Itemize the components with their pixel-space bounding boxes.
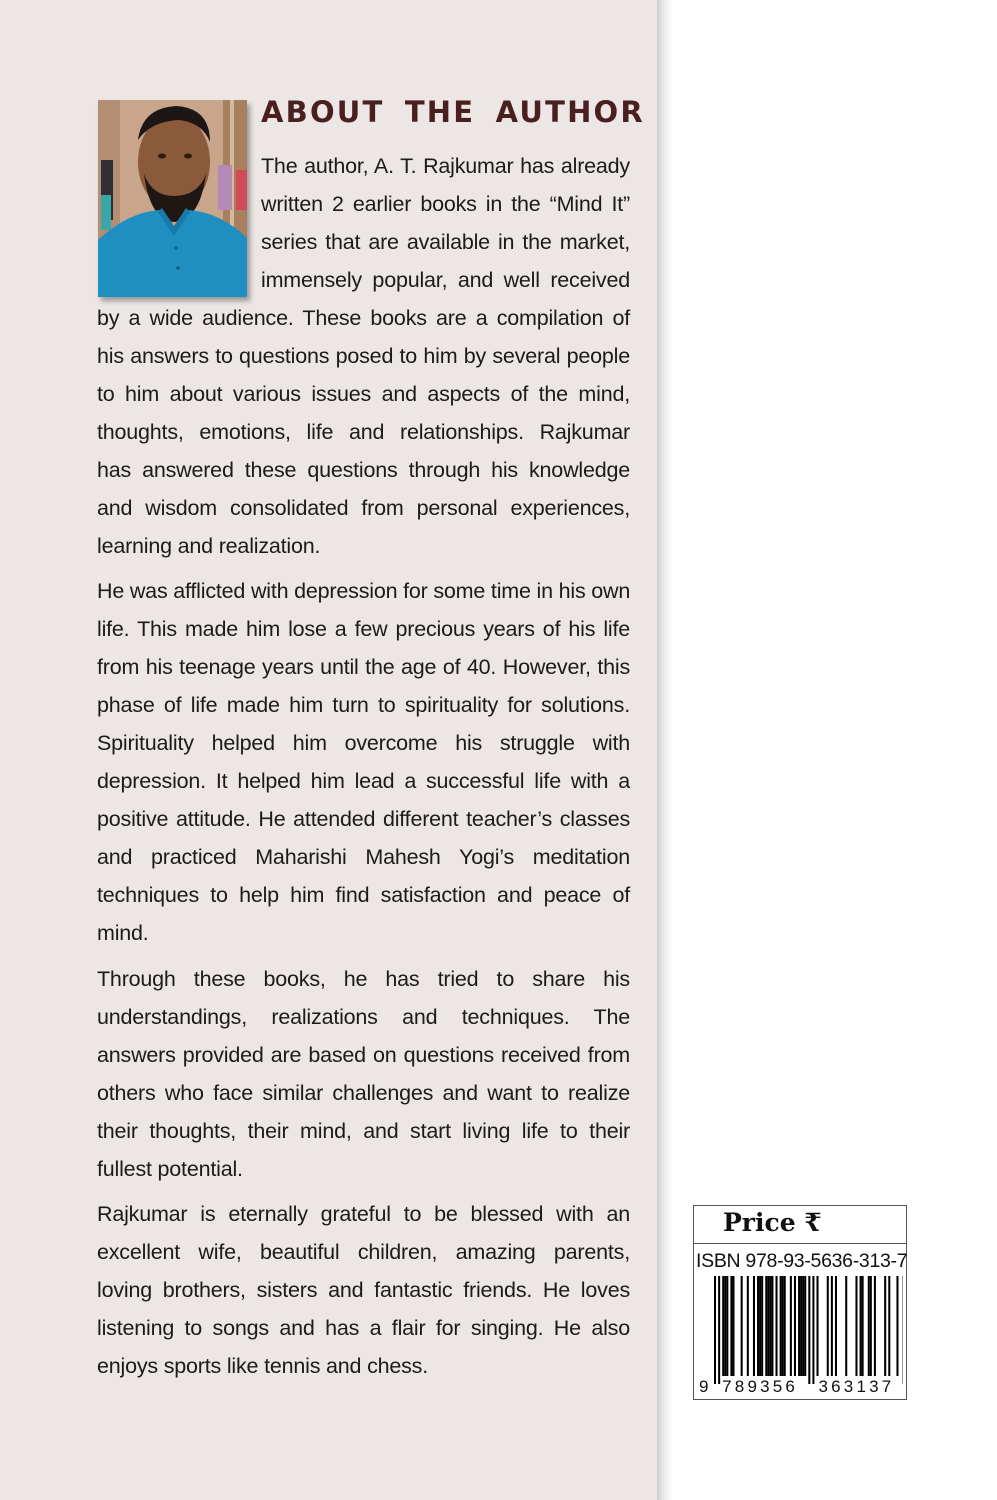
barcode-bar [765,1276,767,1376]
barcode-bar [802,1276,804,1376]
text-line: mind. [97,921,149,945]
text-line: and practiced Maharishi Mahesh Yogi’s meditation [97,845,630,869]
barcode-bar [780,1276,782,1376]
barcode-bar [759,1276,761,1376]
text-line: understandings, realizations and techniques. The [97,1005,630,1029]
barcode-bar [827,1276,829,1376]
barcode-bar [730,1276,732,1376]
text-line: Rajkumar is eternally grateful to be blessed with an [97,1202,630,1226]
barcode-bar [741,1276,743,1376]
barcode-bar [782,1276,784,1376]
barcode-digits: 789356 [722,1377,799,1396]
text-line: phase of life made him turn to spirituality for solutions. [97,693,630,717]
barcode-bar [845,1276,847,1376]
text-line: life. This made him lose a few precious years of his life [97,617,630,641]
barcode-bar [722,1276,724,1376]
text-line: enjoys sports like tennis and chess. [97,1354,429,1378]
barcode-bar [790,1276,792,1376]
barcode-digits: 363137 [818,1377,895,1396]
text-line: fullest potential. [97,1157,243,1181]
text-line: He was afflicted with depression for some time in his own [97,579,631,603]
text-line: thoughts, emotions, life and relationships. Rajkumar [97,420,630,444]
text-line: by a wide audience. These books are a compilation of [97,306,630,330]
price-row [694,1206,906,1244]
text-line: listening to songs and has a flair for singing. He also [97,1316,630,1340]
text-line: to him about various issues and aspects of the mind, [97,382,630,406]
barcode-bar [718,1276,720,1384]
barcode-bar [776,1276,778,1376]
price-isbn-box [693,1205,907,1400]
text-line: others who face similar challenges and want to realize [97,1081,630,1105]
text-line: immensely popular, and well received [261,268,630,292]
spine-shadow [657,0,673,1500]
barcode-bar [724,1276,726,1376]
barcode-bar [812,1276,814,1384]
barcode-bar [896,1276,898,1376]
barcode-bar [868,1276,870,1376]
isbn-barcode [697,1276,903,1396]
barcode-bar [817,1276,819,1376]
isbn-number: ISBN 978-93-5636-313-7 [696,1250,908,1272]
text-line: and wisdom consolidated from personal experiences, [97,496,630,520]
barcode-bar [747,1276,749,1376]
text-line: loving brothers, sisters and fantastic friends. He loves [97,1278,630,1302]
barcode-bar [784,1276,786,1376]
price-label: Price ₹ [723,1208,822,1237]
barcode-bar [862,1276,864,1376]
barcode-bar [757,1276,759,1376]
barcode-bar [874,1276,876,1376]
barcode-bar [888,1276,890,1376]
barcode-bar [794,1276,796,1376]
barcode-bar [726,1276,728,1376]
barcode-bar [835,1276,837,1376]
barcode-bar [771,1276,773,1376]
text-line: The author, A. T. Rajkumar has already [261,154,630,178]
text-line: series that are available in the market, [261,230,630,254]
barcode-bar [732,1276,734,1376]
text-line: answers provided are based on questions received from [97,1043,630,1067]
barcode-bar [753,1276,755,1376]
barcode-digits: 9 [699,1377,712,1396]
barcode-bar [714,1276,716,1384]
text-line: his answers to questions posed to him by several people [97,344,630,368]
text-line: has answered these questions through his knowledge [97,458,630,482]
author-photo [98,100,247,297]
barcode-bar [798,1276,800,1376]
barcode-bar [767,1276,769,1376]
text-line: from his teenage years until the age of 40. However, this [97,655,630,679]
barcode-bar [860,1276,862,1376]
text-line: techniques to help him find satisfaction and peace of [97,883,630,907]
text-line: positive attitude. He attended different teacher’s classes [97,807,630,831]
barcode-bar [761,1276,763,1376]
barcode-bar [855,1276,857,1376]
text-line: learning and realization. [97,534,321,558]
text-line: Spirituality helped him overcome his struggle with [97,731,630,755]
text-line: written 2 earlier books in the “Mind It” [261,192,630,216]
text-line: their thoughts, their mind, and start living life to their [97,1119,630,1143]
text-line: excellent wife, beautiful children, amazing parents, [97,1240,630,1264]
barcode-bar [769,1276,771,1376]
barcode-bar [870,1276,872,1376]
text-line: depression. It helped him lead a successful life with a [97,769,630,793]
about-author-heading: ABOUT THE AUTHOR [261,95,645,129]
barcode-bar [884,1276,886,1376]
barcode-bar [800,1276,802,1376]
text-line: Through these books, he has tried to share his [97,967,630,991]
barcode-bar [831,1276,833,1376]
barcode-bar [804,1276,806,1376]
author-photo-image [98,100,247,297]
barcode-bar [808,1276,810,1384]
